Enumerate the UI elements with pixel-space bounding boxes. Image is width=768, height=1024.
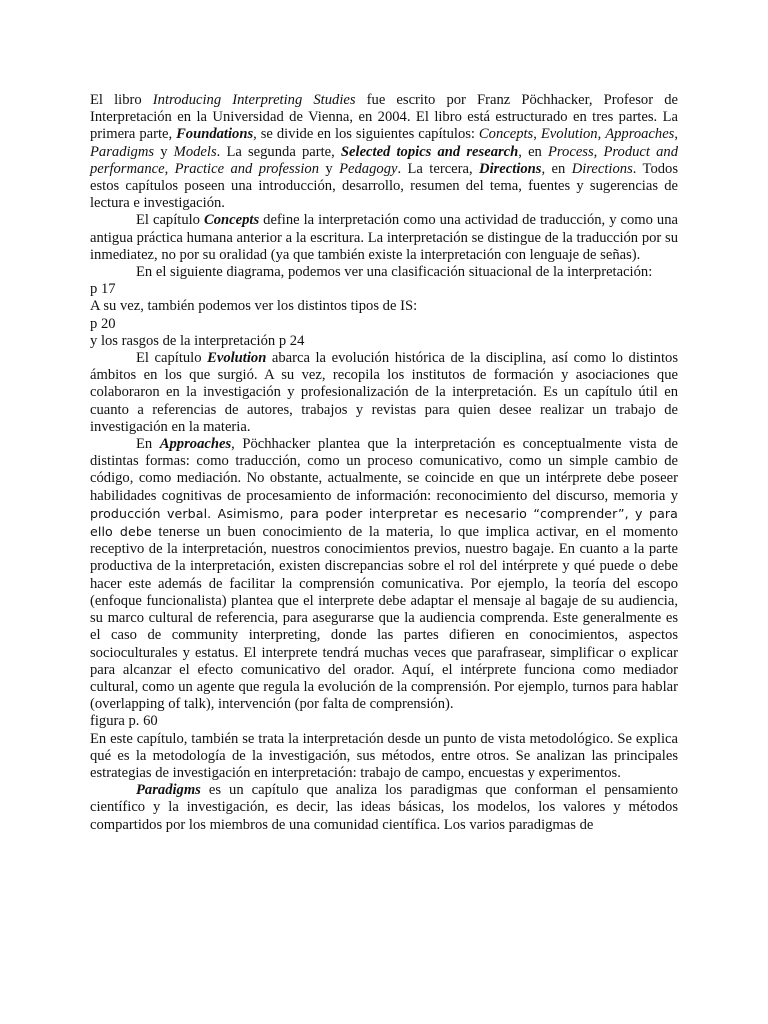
paragraph (90, 298, 678, 315)
bold-italic-term: Directions (479, 160, 542, 177)
italic-term: Process (548, 143, 594, 160)
italic-term: Introducing Interpreting Studies (152, 92, 356, 108)
text-run: , en (541, 160, 572, 177)
text-run: A su vez, también podemos ver los distintos tipos de IS: (90, 298, 418, 315)
text-run: . La segunda parte, (216, 143, 341, 160)
paragraph (90, 713, 678, 730)
text-run: . Todos estos capítulos poseen una introducción, desarrollo, resumen del tema, fuentes y sugerencias de lectura e investigación. (90, 160, 679, 212)
text-run: p 17 (90, 281, 116, 298)
paragraph (90, 436, 678, 713)
bold-italic-term: Evolution (207, 350, 267, 367)
text-run: , (674, 126, 679, 143)
paragraph (90, 281, 678, 298)
text-run: En este capítulo, también se trata la interpretación desde un punto de vista metodológico. Se explica qué es la metodología de la investigación, sus métodos, entre otros. Se analizan las principales estrategias de investigación en interpretación: trabajo de campo, encuestas y experimentos. (90, 730, 678, 781)
text-run: es un capítulo que analiza los paradigmas que conforman el pensamiento científico y la investigación, es decir, las ideas básicas, los modelos, los valores y métodos compartidos por los miembros de una comunidad científica. Los varios paradigmas de (90, 782, 678, 833)
italic-term: Practice and profession (174, 160, 320, 177)
text-run: En (136, 436, 160, 453)
text-run: . La tercera, (397, 160, 480, 177)
italic-term: Evolution (540, 126, 598, 143)
text-run: , Pöchhacker plantea que la interpretación es conceptualmente vista de distintas formas: como traducción, como un proceso comunicativo, como un simple cambio de código, como mediación. No obstante, actualmente, se coincide en que un intérprete debe poseer habilidades cognitivas de procesamiento de información: reconocimiento del discurso, memoria y (90, 436, 678, 504)
text-run: figura p. 60 (90, 713, 158, 730)
paragraph (90, 264, 678, 281)
paragraph (90, 333, 678, 350)
bold-italic-term: Concepts (204, 212, 260, 229)
text-run: fue escrito por Franz Pöchhacker, Profesor de Interpretación en la Universidad de Vienna, en 2004. El libro está estructurado en tres partes. La primera parte, (90, 92, 678, 143)
italic-term: Approaches (605, 126, 675, 143)
text-run: tenerse un buen conocimiento de la materia, lo que implica activar, en el momento receptivo de la interpretación, nuestros conocimientos previos, nuestro bagaje. En cuanto a la parte productiva de la interpretación, existen discrepancias sobre el rol del intérprete y qué puede o debe hacer este además de facilitar la comprensión comunicativa. Por ejemplo, la teoría del escopo (enfoque funcionalista) plantea que el interprete debe adaptar el mensaje al bagaje de su audiencia, su marco cultural de referencia, para asegurarse que la audiencia comprenda. Este generalmente es el caso de community interpreting, donde las partes difieren en conocimientos, aspectos socioculturales y estatus. El interprete tendrá muchas veces que parafrasear, simplificar o explicar para alcanzar el efecto comunicativo del orador. Aquí, el intérprete funciona como mediador cultural, como un agente que regula la evolución de la comprensión. Por ejemplo, turnos para hablar (overlapping of talk), intervención (por falta de comprensión). (90, 524, 678, 713)
text-run: , (593, 143, 604, 160)
text-run: El capítulo (136, 350, 208, 367)
text-run: y (319, 160, 340, 177)
text-run: , (533, 126, 541, 143)
text-run: , (597, 126, 606, 143)
italic-term: Concepts (478, 126, 534, 143)
italic-term: Models (173, 143, 217, 160)
paragraph (90, 92, 678, 212)
paragraph (90, 212, 678, 264)
text-run: , se divide en los siguientes capítulos: (253, 126, 479, 143)
paragraph (90, 350, 678, 436)
paragraph (90, 316, 678, 333)
bold-italic-term: Paradigms (136, 782, 201, 799)
text-run: El capítulo (136, 212, 204, 229)
text-run: y (154, 143, 174, 160)
text-run: producción verbal. Asimismo, para poder interpretar es necesario “comprender”, y para ello debe (90, 505, 678, 540)
text-run: El libro (90, 92, 153, 108)
text-run: , (164, 160, 175, 177)
italic-term: Pedagogy (339, 160, 398, 177)
bold-italic-term: Selected topics and research (340, 143, 519, 160)
italic-term: Product and performance (90, 143, 679, 177)
bold-italic-term: Foundations (176, 126, 254, 143)
bold-italic-term: Approaches (159, 436, 232, 453)
italic-term: Paradigms (90, 143, 155, 160)
italic-term: Directions (571, 160, 633, 177)
text-run: y los rasgos de la interpretación p 24 (90, 332, 305, 349)
text-run: abarca la evolución histórica de la disciplina, así como lo distintos ámbitos en los que surgió. A su vez, recopila los institutos de formación y asociaciones que colaboraron en la investigación y profesionalización de la interpretación. Es un capítulo útil en cuanto a referencias de autores, trabajos y revistas para quien desee realizar un trabajo de investigación en la materia. (90, 350, 679, 435)
text-run: En el siguiente diagrama, podemos ver una clasificación situacional de la interpretación: (136, 264, 653, 281)
paragraph (90, 731, 678, 783)
paragraph (90, 782, 678, 834)
document-body (90, 92, 678, 834)
text-run: define la interpretación como una actividad de traducción, y como una antigua práctica humana anterior a la escritura. La interpretación se distingue de la traducción por su inmediatez, no por su oralidad (ya que también existe la interpretación con lenguaje de señas). (90, 212, 678, 263)
text-run: p 20 (90, 315, 116, 332)
text-run: , en (518, 143, 548, 160)
